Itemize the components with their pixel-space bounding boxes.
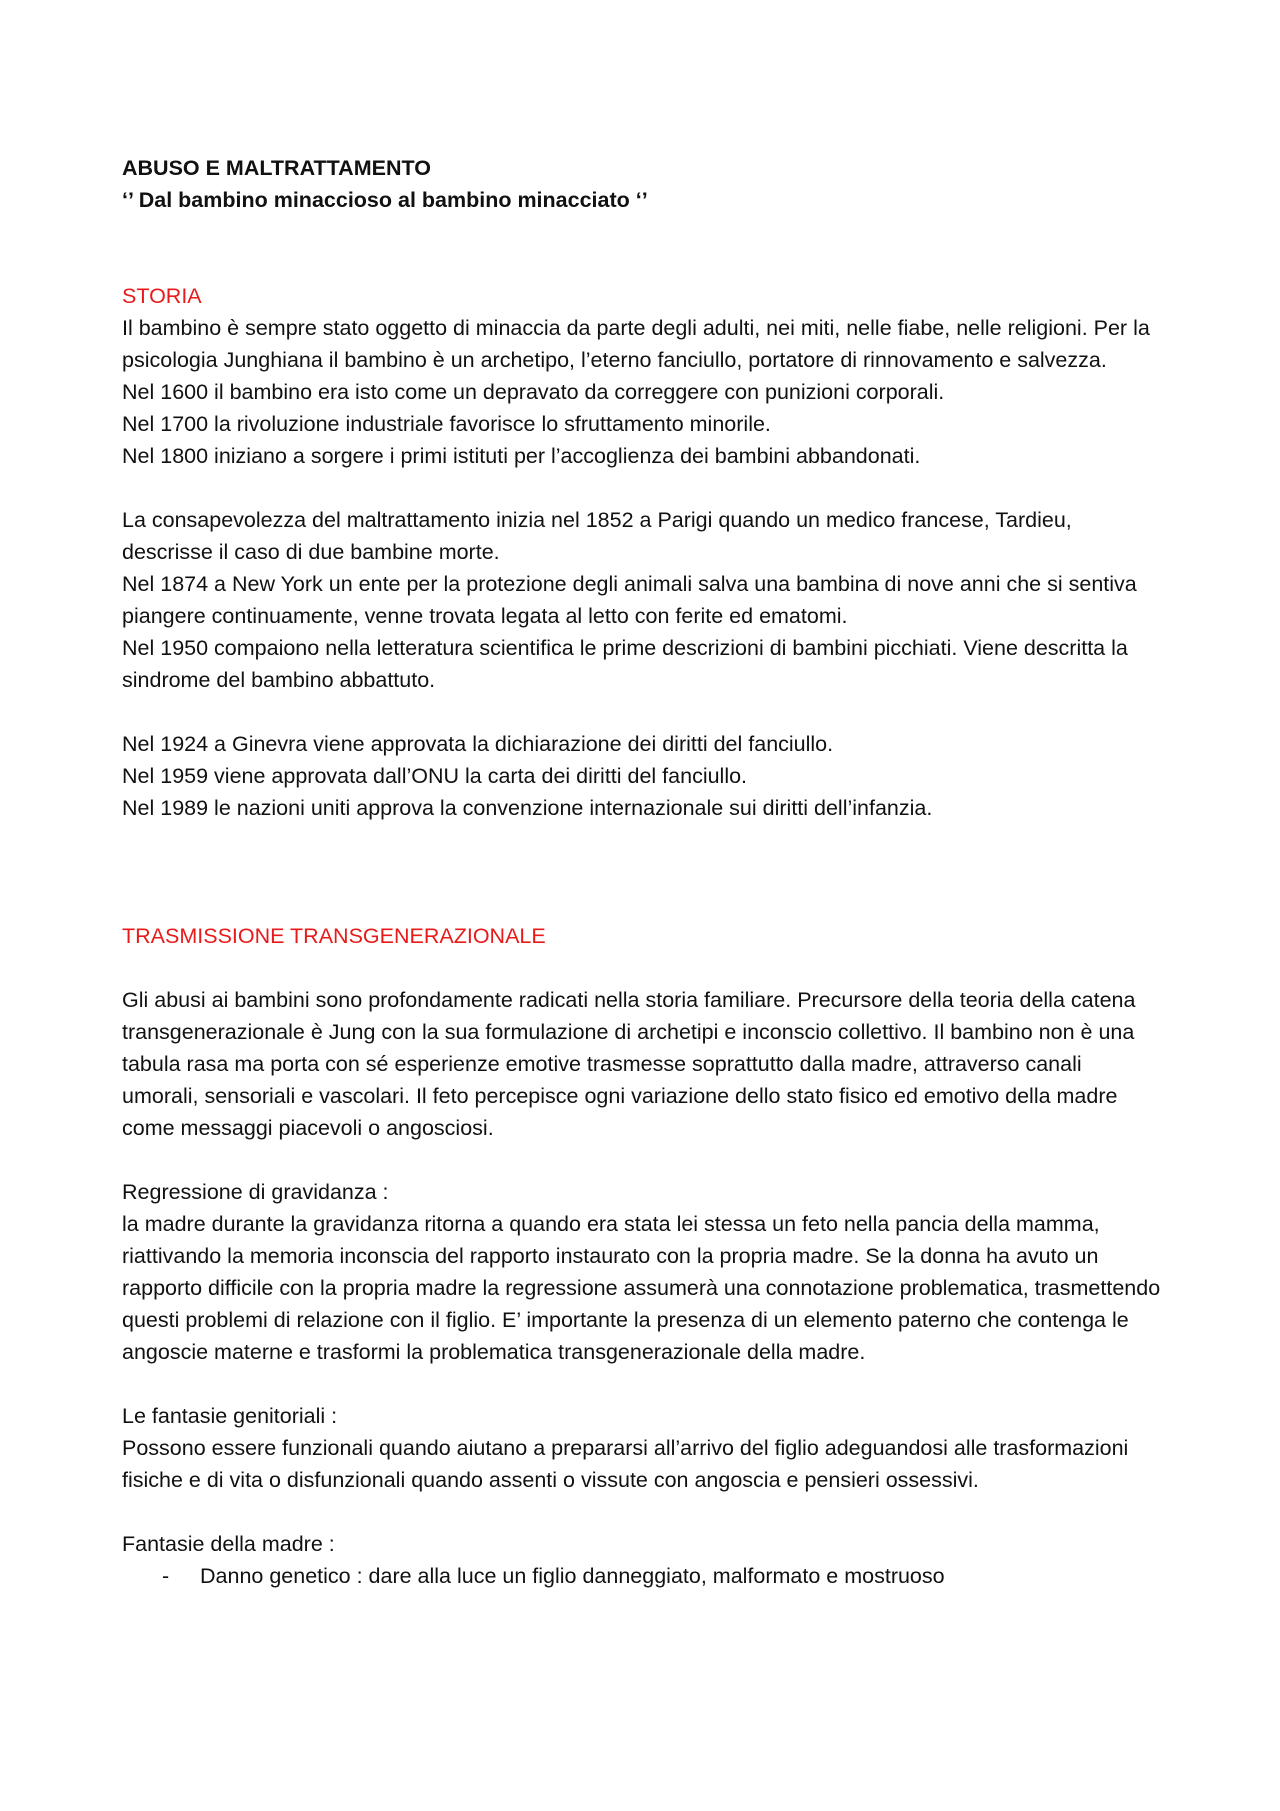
spacer <box>122 472 1162 504</box>
fantasie-genitoriali-label: Le fantasie genitoriali : <box>122 1404 338 1428</box>
spacer <box>122 216 1162 280</box>
document-body <box>122 152 1162 1592</box>
spacer <box>122 824 1162 920</box>
spacer <box>122 952 1162 984</box>
storia-line-1924: Nel 1924 a Ginevra viene approvata la dichiarazione dei diritti del fanciullo. <box>122 732 834 756</box>
storia-line-1959: Nel 1959 viene approvata dall’ONU la carta dei diritti del fanciullo. <box>122 764 748 788</box>
regressione-paragraph: la madre durante la gravidanza ritorna a quando era stata lei stessa un feto nella pancia della mamma, riattivando la memoria inconscia del rapporto instaurato con la propria madre. Se la donna ha avuto un rapporto difficile con la propria madre la regressione assumerà una connotazione problematica, trasmettendo questi problemi di relazione con il figlio. E’ importante la presenza di un elemento paterno che contenga le angoscie materne e trasformi la problematica transgenerazionale della madre. <box>122 1212 1161 1364</box>
storia-line-1700: Nel 1700 la rivoluzione industriale favorisce lo sfruttamento minorile. <box>122 412 771 436</box>
spacer <box>122 1496 1162 1528</box>
storia-paragraph-intro: Il bambino è sempre stato oggetto di minaccia da parte degli adulti, nei miti, nelle fiabe, nelle religioni. Per la psicologia Junghiana il bambino è un archetipo, l’eterno fanciullo, portatore di rinnovamento e salvezza. <box>122 316 1150 372</box>
fantasie-madre-label: Fantasie della madre : <box>122 1532 335 1556</box>
storia-paragraph-1950: Nel 1950 compaiono nella letteratura scientifica le prime descrizioni di bambini picchiati. Viene descritta la sindrome del bambino abbattuto. <box>122 636 1128 692</box>
bullet-list-item <box>122 1560 1162 1592</box>
storia-line-1989: Nel 1989 le nazioni uniti approva la convenzione internazionale sui diritti dell’infanzia. <box>122 796 933 820</box>
fantasie-genitoriali-paragraph: Possono essere funzionali quando aiutano a prepararsi all’arrivo del figlio adeguandosi alle trasformazioni fisiche e di vita o disfunzionali quando assenti o vissute con angoscia e pensieri ossessivi. <box>122 1436 1129 1492</box>
document-title: ABUSO E MALTRATTAMENTO <box>122 156 431 180</box>
trasmissione-paragraph-intro: Gli abusi ai bambini sono profondamente radicati nella storia familiare. Precursore della teoria della catena transgenerazionale è Jung con la sua formulazione di archetipi e inconscio collettivo. Il bambino non è una tabula rasa ma porta con sé esperienze emotive trasmesse soprattutto dalla madre, attraverso canali umorali, sensoriali e vascolari. Il feto percepisce ogni variazione dello stato fisico ed emotivo della madre come messaggi piacevoli o angosciosi. <box>122 988 1136 1140</box>
storia-paragraph-1852: La consapevolezza del maltrattamento inizia nel 1852 a Parigi quando un medico francese, Tardieu, descrisse il caso di due bambine morte. <box>122 508 1072 564</box>
spacer <box>122 1368 1162 1400</box>
dash-bullet-icon: - <box>162 1564 170 1588</box>
section-heading-trasmissione: TRASMISSIONE TRANSGENERAZIONALE <box>122 924 546 948</box>
storia-paragraph-1874: Nel 1874 a New York un ente per la protezione degli animali salva una bambina di nove anni che si sentiva piangere continuamente, venne trovata legata al letto con ferite ed ematomi. <box>122 572 1137 628</box>
storia-line-1600: Nel 1600 il bambino era isto come un depravato da correggere con punizioni corporali. <box>122 380 945 404</box>
regressione-label: Regressione di gravidanza : <box>122 1180 389 1204</box>
bullet-text: Danno genetico : dare alla luce un figlio danneggiato, malformato e mostruoso <box>200 1564 945 1588</box>
spacer <box>122 696 1162 728</box>
document-subtitle: ‘’ Dal bambino minaccioso al bambino minacciato ‘’ <box>122 188 648 212</box>
section-heading-storia: STORIA <box>122 284 202 308</box>
storia-line-1800: Nel 1800 iniziano a sorgere i primi istituti per l’accoglienza dei bambini abbandonati. <box>122 444 921 468</box>
spacer <box>122 1144 1162 1176</box>
